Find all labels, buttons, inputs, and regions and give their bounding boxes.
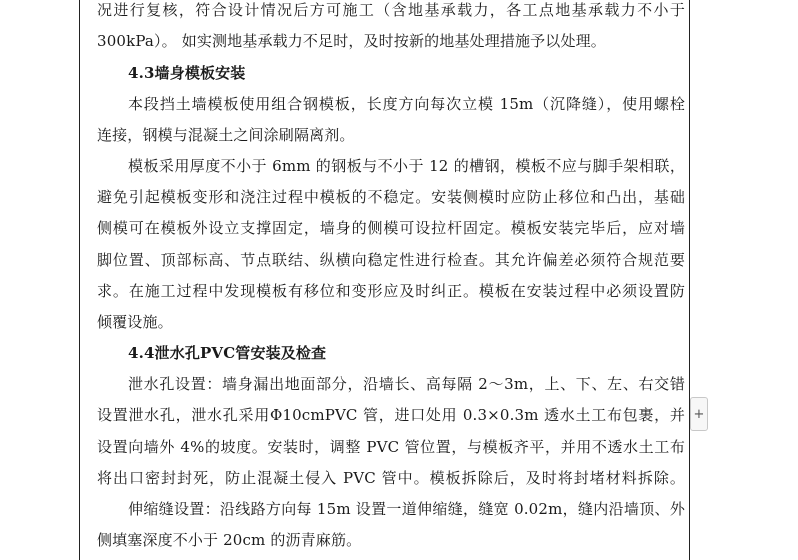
paragraph-line: 倾覆设施。 bbox=[97, 313, 173, 331]
paragraph-line: 避免引起模板变形和浇注过程中模板的不稳定。安装侧模时应防止移位和凸出，基础 bbox=[97, 188, 685, 206]
paragraph-line: 将出口密封封死，防止混凝土侵入 PVC 管中。模板拆除后，及时将封堵材料拆除。 bbox=[97, 469, 685, 487]
paragraph-line: 脚位置、顶部标高、节点联结、纵横向稳定性进行检查。其允许偏差必须符合规范要 bbox=[97, 251, 685, 269]
paragraph-line: 设置泄水孔，泄水孔采用Φ10cmPVC 管，进口处用 0.3×0.3m 透水土工布包裹，并 bbox=[97, 406, 685, 424]
expand-button[interactable] bbox=[690, 397, 708, 431]
paragraph-line: 300kPa）。 如实测地基承载力不足时，及时按新的地基处理措施予以处理。 bbox=[97, 32, 606, 50]
plus-icon: + bbox=[693, 406, 705, 422]
paragraph-line: 侧填塞深度不小于 20cm 的沥青麻筋。 bbox=[97, 531, 362, 549]
section-heading-4-3: 4.3墙身模板安装 bbox=[128, 64, 246, 82]
paragraph-line: 伸缩缝设置：沿线路方向每 15m 设置一道伸缩缝，缝宽 0.02m，缝内沿墙顶、外 bbox=[128, 500, 685, 518]
table-border-right bbox=[689, 0, 690, 560]
paragraph-line: 况进行复核，符合设计情况后方可施工（含地基承载力，各工点地基承载力不小于 bbox=[97, 1, 685, 19]
table-border-left bbox=[79, 0, 80, 560]
paragraph-line: 泄水孔设置：墙身漏出地面部分，沿墙长、高每隔 2～3m，上、下、左、右交错 bbox=[128, 375, 685, 393]
paragraph-line: 连接，钢模与混凝土之间涂刷隔离剂。 bbox=[97, 126, 355, 144]
paragraph-line: 模板采用厚度不小于 6mm 的钢板与不小于 12 的槽钢，模板不应与脚手架相联， bbox=[128, 157, 685, 175]
section-heading-4-4: 4.4泄水孔PVC管安装及检查 bbox=[128, 344, 327, 362]
paragraph-line: 求。在施工过程中发现模板有移位和变形应及时纠正。模板在安装过程中必须设置防 bbox=[97, 282, 685, 300]
paragraph-line: 本段挡土墙模板使用组合钢模板，长度方向每次立模 15m（沉降缝），使用螺栓 bbox=[128, 95, 685, 113]
paragraph-line: 侧模可在模板外设立支撑固定，墙身的侧模可设拉杆固定。模板安装完毕后，应对墙 bbox=[97, 219, 685, 237]
paragraph-line: 设置向墙外 4%的坡度。安装时，调整 PVC 管位置，与模板齐平，并用不透水土工布 bbox=[97, 438, 685, 456]
